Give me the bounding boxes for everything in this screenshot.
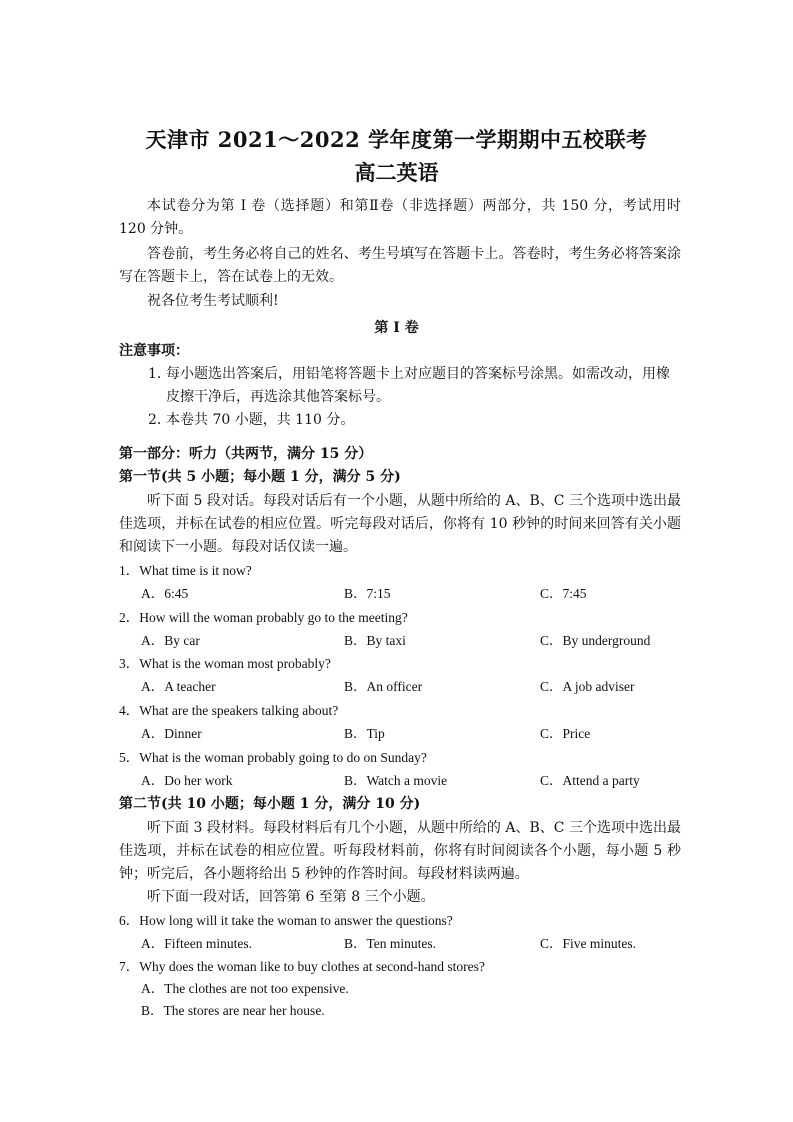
option-a: A．Dinner [141, 726, 202, 741]
exam-title: 天津市 2021～2022 学年度第一学期期中五校联考 [145, 127, 648, 152]
question-3: 3．What is the woman most probably? [119, 656, 331, 671]
listening-section1-title: 第一节(共 5 小题；每小题 1 分，满分 5 分) [119, 469, 401, 485]
question-2: 2．How will the woman probably go to the meeting? [119, 610, 408, 625]
option-c: C．Price [540, 726, 591, 741]
option-b: B．Watch a movie [344, 773, 448, 788]
note-text: 本卷共 70 小题，共 110 分。 [166, 412, 355, 428]
note-text: 每小题选出答案后，用铅笔将答题卡上对应题目的答案标号涂黑。如需改动，用橡皮擦干净后，再选涂其他答案标号。 [166, 366, 670, 405]
option-b: B．The stores are near her house. [141, 1003, 325, 1018]
option-b: B．7:15 [344, 586, 391, 601]
listening-section2-title: 第二节(共 10 小题；每小题 1 分，满分 10 分) [119, 796, 421, 812]
notes-label: 注意事项： [119, 343, 189, 359]
question-1: 1．What time is it now? [119, 563, 252, 578]
intro-paragraph-2: 答卷前，考生务必将自己的姓名、考生号填写在答题卡上。答卷时，考生务必将答案涂写在答题卡上，答在试卷上的无效。 [119, 246, 681, 285]
intro-paragraph-1: 本试卷分为第 I 卷（选择题）和第Ⅱ卷（非选择题）两部分，共 150 分，考试用时 120 分钟。 [119, 198, 681, 237]
question-5: 5．What is the woman probably going to do on Sunday? [119, 750, 427, 765]
question-7: 7．Why does the woman like to buy clothes at second-hand stores? [119, 959, 485, 974]
note-number: 1． [148, 366, 171, 382]
note-item [148, 409, 680, 432]
dialog-intro: 听下面一段对话，回答第 6 至第 8 三个小题。 [147, 889, 435, 905]
note-item [148, 363, 680, 409]
question-4: 4．What are the speakers talking about? [119, 703, 339, 718]
option-a: A．6:45 [141, 586, 189, 601]
question-6: 6．How long will it take the woman to answer the questions? [119, 913, 453, 928]
listening-section1-instructions: 听下面 5 段对话。每段对话后有一个小题，从题中所给的 A、B、C 三个选项中选出最佳选项，并标在试卷的相应位置。听完每段对话后，你将有 10 秒钟的时间来回答有关小题和阅读下一小题。每段对话仅读一遍。 [119, 493, 681, 555]
note-number: 2． [148, 412, 171, 428]
option-c: C．Five minutes. [540, 936, 637, 951]
option-a: A．Do her work [141, 773, 233, 788]
option-c: C．A job adviser [540, 679, 635, 694]
option-c: C．By underground [540, 633, 651, 648]
intro-paragraph-3: 祝各位考生考试顺利! [147, 293, 279, 309]
option-b: B．Ten minutes. [344, 936, 437, 951]
option-a: A．Fifteen minutes. [141, 936, 252, 951]
option-b: B．By taxi [344, 633, 406, 648]
option-a: A．The clothes are not too expensive. [141, 981, 349, 996]
option-b: B．Tip [344, 726, 385, 741]
option-a: A．A teacher [141, 679, 216, 694]
volume-heading: 第 I 卷 [374, 320, 419, 336]
listening-part-title: 第一部分：听力（共两节，满分 15 分） [119, 446, 373, 462]
option-c: C．7:45 [540, 586, 587, 601]
option-a: A．By car [141, 633, 200, 648]
listening-section2-instructions: 听下面 3 段材料。每段材料后有几个小题，从题中所给的 A、B、C 三个选项中选出最佳选项，并标在试卷的相应位置。听每段材料前，你将有时间阅读各个小题，每小题 5 秒钟；听完后，各小题将给出 5 秒钟的作答时间。每段材料读两遍。 [119, 820, 681, 882]
option-b: B．An officer [344, 679, 423, 694]
exam-subtitle: 高二英语 [354, 160, 439, 185]
option-c: C．Attend a party [540, 773, 640, 788]
